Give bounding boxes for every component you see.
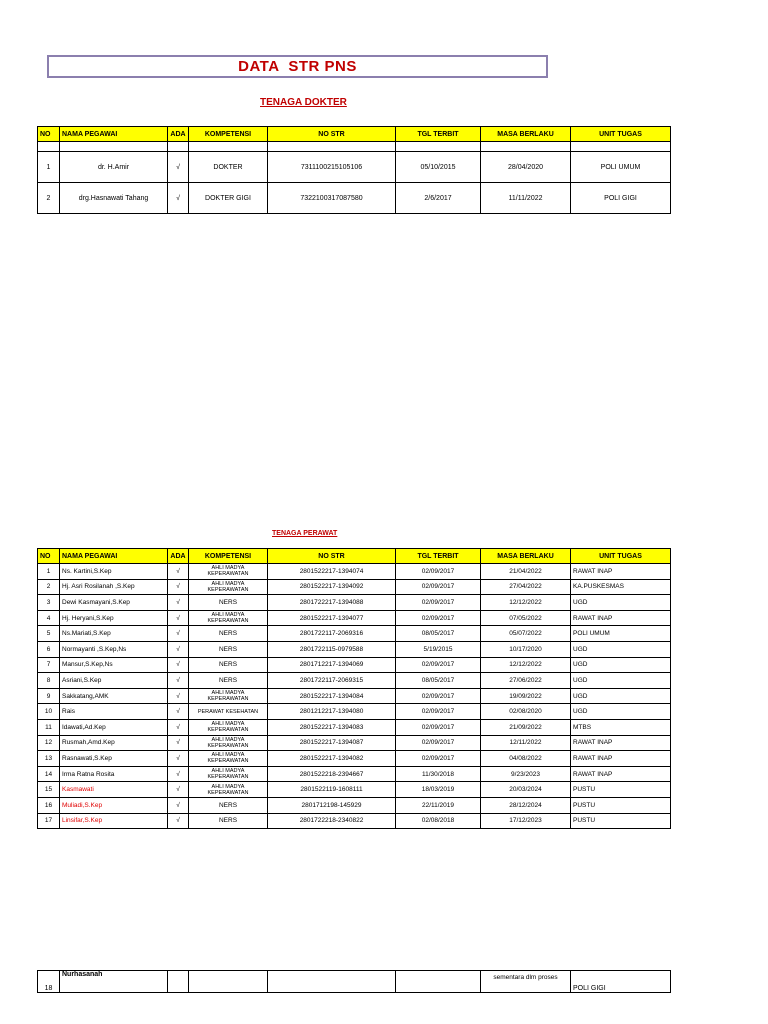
header-ada: ADA [168,549,189,564]
cell-ada [168,971,189,993]
cell-masa-berlaku: 28/12/2024 [481,797,571,813]
cell-kompetensi: DOKTER GIGI [189,183,268,214]
section-title-perawat: TENAGA PERAWAT [272,530,338,537]
cell-no-str: 2801522217-1394083 [268,719,396,735]
cell-kompetensi: AHLI MADYA KEPERAWATAN [189,766,268,782]
cell-nama: Mansur,S.Kep,Ns [60,657,168,673]
cell-no: 13 [38,751,60,767]
cell-no-str: 2801522217-1394084 [268,688,396,704]
header-unit-tugas: UNIT TUGAS [571,127,671,142]
cell-nama: Rusmah,Amd.Kep [60,735,168,751]
cell-tgl-terbit: 02/08/2018 [396,813,481,829]
cell-kompetensi [189,971,268,993]
cell-no-str: 2801212217-1394080 [268,704,396,720]
table-row [38,657,671,673]
cell-tgl-terbit: 08/05/2017 [396,626,481,642]
cell-unit-tugas: POLI GIGI [571,971,671,993]
cell-ada: √ [168,152,189,183]
cell-unit-tugas: UGD [571,641,671,657]
cell-unit-tugas: RAWAT INAP [571,564,671,580]
table-row [38,704,671,720]
cell-kompetensi: AHLI MADYA KEPERAWATAN [189,579,268,595]
cell-tgl-terbit: 02/09/2017 [396,719,481,735]
cell-ada: √ [168,579,189,595]
header-tgl-terbit: TGL TERBIT [396,549,481,564]
cell-ada: √ [168,704,189,720]
cell-masa-berlaku: 05/07/2022 [481,626,571,642]
cell-tgl-terbit: 02/09/2017 [396,688,481,704]
cell-masa-berlaku: 21/04/2022 [481,564,571,580]
document-title-box [47,55,548,78]
header-nama: NAMA PEGAWAI [60,127,168,142]
table-header-row [38,549,671,564]
cell-ada: √ [168,595,189,611]
cell-no: 8 [38,673,60,689]
cell-no: 17 [38,813,60,829]
header-tgl-terbit: TGL TERBIT [396,127,481,142]
cell-ada: √ [168,735,189,751]
cell-masa-berlaku: 19/09/2022 [481,688,571,704]
cell-masa-berlaku: 27/06/2022 [481,673,571,689]
cell-masa-berlaku: 07/05/2022 [481,610,571,626]
cell-ada: √ [168,183,189,214]
cell-tgl-terbit: 02/09/2017 [396,610,481,626]
spacer-row [38,142,671,152]
cell-unit-tugas: UGD [571,688,671,704]
cell-kompetensi: AHLI MADYA KEPERAWATAN [189,688,268,704]
table-row [38,183,671,214]
cell-unit-tugas: UGD [571,673,671,689]
cell-no-str: 2801522217-1394074 [268,564,396,580]
header-unit-tugas: UNIT TUGAS [571,549,671,564]
cell-ada: √ [168,641,189,657]
cell-ada: √ [168,564,189,580]
cell-kompetensi: NERS [189,657,268,673]
cell-tgl-terbit: 02/09/2017 [396,595,481,611]
header-no-str: NO STR [268,127,396,142]
cell-tgl-terbit: 02/09/2017 [396,735,481,751]
cell-no: 2 [38,579,60,595]
cell-no: 4 [38,610,60,626]
cell-no: 18 [38,971,60,993]
cell-masa-berlaku-note: sementara dlm proses [481,971,571,993]
cell-no-str: 2801522119-1608111 [268,782,396,798]
cell-no-str: 2801722217-1394088 [268,595,396,611]
cell-tgl-terbit: 08/05/2017 [396,673,481,689]
cell-kompetensi: AHLI MADYA KEPERAWATAN [189,751,268,767]
cell-tgl-terbit: 02/09/2017 [396,704,481,720]
cell-no: 11 [38,719,60,735]
cell-nama: Kasmawati [60,782,168,798]
cell-unit-tugas: UGD [571,595,671,611]
table-row [38,641,671,657]
table-row [38,610,671,626]
cell-no: 2 [38,183,60,214]
cell-no: 16 [38,797,60,813]
cell-masa-berlaku: 17/12/2023 [481,813,571,829]
cell-nama: Linsifar,S.Kep [60,813,168,829]
cell-no: 7 [38,657,60,673]
cell-tgl-terbit: 11/30/2018 [396,766,481,782]
cell-no-str: 2801722117-2069315 [268,673,396,689]
cell-ada: √ [168,673,189,689]
cell-nama: drg.Hasnawati Tahang [60,183,168,214]
cell-nama: Asriani,S.Kep [60,673,168,689]
cell-ada: √ [168,610,189,626]
cell-tgl-terbit: 2/6/2017 [396,183,481,214]
cell-no-str: 2801522217-1394087 [268,735,396,751]
cell-tgl-terbit: 05/10/2015 [396,152,481,183]
cell-nama: Sakkatang,AMK [60,688,168,704]
cell-nama: Hj. Asri Rosilanah ,S.Kep [60,579,168,595]
dokter-table [37,126,671,214]
header-nama: NAMA PEGAWAI [60,549,168,564]
cell-unit-tugas: PUSTU [571,813,671,829]
cell-kompetensi: NERS [189,595,268,611]
cell-masa-berlaku: 04/08/2022 [481,751,571,767]
cell-unit-tugas: RAWAT INAP [571,751,671,767]
cell-nama: Rasnawati,S.Kep [60,751,168,767]
cell-ada: √ [168,797,189,813]
cell-tgl-terbit: 02/09/2017 [396,564,481,580]
cell-tgl-terbit: 22/11/2019 [396,797,481,813]
cell-unit-tugas: MTBS [571,719,671,735]
cell-no-str: 2801522217-1394077 [268,610,396,626]
cell-kompetensi: NERS [189,673,268,689]
header-ada: ADA [168,127,189,142]
cell-unit-tugas: POLI UMUM [571,626,671,642]
cell-no-str: 2801712217-1394069 [268,657,396,673]
cell-no: 15 [38,782,60,798]
cell-masa-berlaku: 20/03/2024 [481,782,571,798]
cell-unit-tugas: PUSTU [571,782,671,798]
cell-masa-berlaku: 10/17/2020 [481,641,571,657]
cell-kompetensi: NERS [189,797,268,813]
cell-no: 5 [38,626,60,642]
cell-unit-tugas: RAWAT INAP [571,735,671,751]
cell-ada: √ [168,813,189,829]
cell-kompetensi: AHLI MADYA KEPERAWATAN [189,735,268,751]
cell-masa-berlaku: 21/09/2022 [481,719,571,735]
perawat-table [37,548,671,829]
cell-no: 10 [38,704,60,720]
cell-nama: Irma Ratna Rosita [60,766,168,782]
cell-kompetensi: AHLI MADYA KEPERAWATAN [189,782,268,798]
header-no: NO [38,127,60,142]
table-row [38,766,671,782]
cell-unit-tugas: POLI GIGI [571,183,671,214]
document-title: DATA STR PNS [238,58,357,75]
cell-nama: Hj. Heryani,S.Kep [60,610,168,626]
cell-unit-tugas: RAWAT INAP [571,766,671,782]
cell-tgl-terbit: 02/09/2017 [396,751,481,767]
cell-masa-berlaku: 12/11/2022 [481,735,571,751]
cell-ada: √ [168,626,189,642]
cell-nama: Dewi Kasmayani,S.Kep [60,595,168,611]
pending-table [37,970,671,993]
table-row [38,971,671,993]
cell-nama: Rais [60,704,168,720]
cell-ada: √ [168,719,189,735]
header-no: NO [38,549,60,564]
cell-no-str: 2801722115-0979588 [268,641,396,657]
header-masa-berlaku: MASA BERLAKU [481,127,571,142]
cell-masa-berlaku: 28/04/2020 [481,152,571,183]
header-no-str: NO STR [268,549,396,564]
cell-no: 12 [38,735,60,751]
table-row [38,688,671,704]
cell-nama: Ns. Kartini,S.Kep [60,564,168,580]
cell-kompetensi: NERS [189,626,268,642]
cell-masa-berlaku: 12/12/2022 [481,595,571,611]
cell-kompetensi: PERAWAT KESEHATAN [189,704,268,720]
table-row [38,673,671,689]
cell-masa-berlaku: 12/12/2022 [481,657,571,673]
cell-nama: Idawati,Ad.Kep [60,719,168,735]
cell-ada: √ [168,688,189,704]
cell-unit-tugas: KA.PUSKESMAS [571,579,671,595]
cell-kompetensi: AHLI MADYA KEPERAWATAN [189,564,268,580]
cell-nama: Nurhasanah [60,971,168,993]
cell-unit-tugas: PUSTU [571,797,671,813]
cell-no-str: 2801722117-2069316 [268,626,396,642]
cell-tgl-terbit: 02/09/2017 [396,579,481,595]
header-kompetensi: KOMPETENSI [189,127,268,142]
table-row [38,719,671,735]
cell-nama: Ns.Mariati,S.Kep [60,626,168,642]
header-kompetensi: KOMPETENSI [189,549,268,564]
cell-ada: √ [168,751,189,767]
cell-ada: √ [168,782,189,798]
cell-no: 3 [38,595,60,611]
table-row [38,751,671,767]
cell-nama: Muliadi,S.Kep [60,797,168,813]
table-row [38,813,671,829]
cell-ada: √ [168,657,189,673]
header-masa-berlaku: MASA BERLAKU [481,549,571,564]
cell-no: 14 [38,766,60,782]
cell-nama: Normayanti ,S.Kep,Ns [60,641,168,657]
cell-masa-berlaku: 9/23/2023 [481,766,571,782]
cell-no-str [268,971,396,993]
cell-kompetensi: DOKTER [189,152,268,183]
cell-ada: √ [168,766,189,782]
cell-no-str: 2801522217-1394082 [268,751,396,767]
cell-no: 1 [38,152,60,183]
cell-nama: dr. H.Amir [60,152,168,183]
cell-unit-tugas: POLI UMUM [571,152,671,183]
table-row [38,579,671,595]
cell-tgl-terbit [396,971,481,993]
cell-no-str: 2801522217-1394092 [268,579,396,595]
table-row [38,564,671,580]
cell-tgl-terbit: 02/09/2017 [396,657,481,673]
section-title-dokter: TENAGA DOKTER [260,97,347,108]
cell-kompetensi: NERS [189,813,268,829]
table-row [38,797,671,813]
cell-masa-berlaku: 27/04/2022 [481,579,571,595]
cell-unit-tugas: UGD [571,704,671,720]
cell-masa-berlaku: 11/11/2022 [481,183,571,214]
cell-no-str: 2801722218-2340822 [268,813,396,829]
cell-no: 9 [38,688,60,704]
cell-unit-tugas: UGD [571,657,671,673]
cell-tgl-terbit: 5/19/2015 [396,641,481,657]
cell-kompetensi: AHLI MADYA KEPERAWATAN [189,610,268,626]
cell-no-str: 2801712198-145929 [268,797,396,813]
cell-unit-tugas: RAWAT INAP [571,610,671,626]
cell-no-str: 2801522218-2394667 [268,766,396,782]
cell-no: 6 [38,641,60,657]
table-row [38,595,671,611]
table-row [38,735,671,751]
cell-no: 1 [38,564,60,580]
cell-no-str: 7322100317087580 [268,183,396,214]
cell-no-str: 7311100215105106 [268,152,396,183]
cell-tgl-terbit: 18/03/2019 [396,782,481,798]
table-header-row [38,127,671,142]
cell-masa-berlaku: 02/08/2020 [481,704,571,720]
table-row [38,782,671,798]
cell-kompetensi: AHLI MADYA KEPERAWATAN [189,719,268,735]
table-row [38,152,671,183]
cell-kompetensi: NERS [189,641,268,657]
table-row [38,626,671,642]
